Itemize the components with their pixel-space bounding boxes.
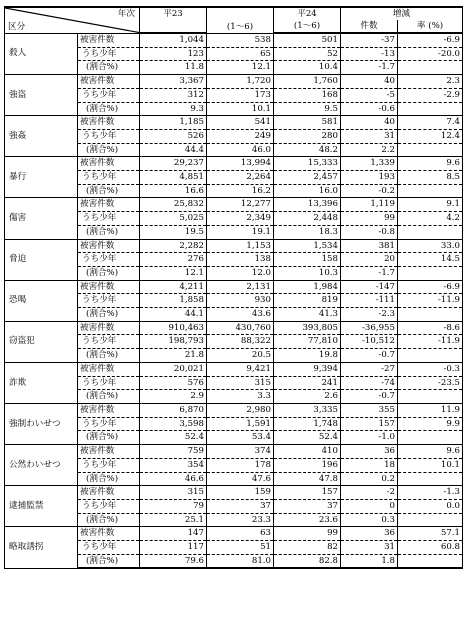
cell-h23: 526	[140, 129, 207, 143]
cell-change-count: 36	[341, 527, 398, 541]
cell-h23-period: 1,153	[207, 239, 274, 253]
cell-h23-period: 10.1	[207, 102, 274, 116]
cell-change-rate	[398, 102, 463, 116]
cell-h24-period: 37	[274, 499, 341, 513]
row-label-ratio: (割合%)	[78, 102, 140, 116]
table-row	[5, 239, 463, 253]
cell-h24-period: 77,810	[274, 335, 341, 349]
cell-h23: 25.1	[140, 513, 207, 527]
cell-h23: 44.4	[140, 143, 207, 157]
category-label: 強盗	[5, 75, 78, 116]
row-label-count: 被害件数	[78, 116, 140, 130]
cell-h24-period: 280	[274, 129, 341, 143]
cell-change-count: -0.7	[341, 349, 398, 363]
cell-change-count: -111	[341, 294, 398, 308]
cell-h24-period: 9,394	[274, 362, 341, 376]
cell-h24-period: 393,805	[274, 321, 341, 335]
cell-change-count: 0.3	[341, 513, 398, 527]
cell-change-rate	[398, 431, 463, 445]
cell-change-count: -36,955	[341, 321, 398, 335]
row-label-count: 被害件数	[78, 157, 140, 171]
cell-h24-period: 1,748	[274, 417, 341, 431]
cell-h24-period: 2.6	[274, 390, 341, 404]
cell-change-rate	[398, 61, 463, 75]
header-row-1	[5, 7, 463, 20]
cell-h24-period: 501	[274, 33, 341, 47]
crime-statistics-table-container	[4, 6, 462, 569]
cell-h23: 315	[140, 486, 207, 500]
row-label-ratio: (割合%)	[78, 308, 140, 322]
cell-h23-period: 12,277	[207, 198, 274, 212]
cell-change-rate: 2.3	[398, 75, 463, 89]
cell-h24-period: 158	[274, 253, 341, 267]
cell-change-count: -1.0	[341, 431, 398, 445]
cell-change-count: -37	[341, 33, 398, 47]
cell-h24-period: 13,396	[274, 198, 341, 212]
cell-h24-period: 2,448	[274, 212, 341, 226]
cell-h23-period: 538	[207, 33, 274, 47]
category-label: 強制わいせつ	[5, 403, 78, 444]
cell-change-rate	[398, 390, 463, 404]
row-label-count: 被害件数	[78, 321, 140, 335]
table-row	[5, 116, 463, 130]
cell-h24-period: 41.3	[274, 308, 341, 322]
cell-h23: 3,367	[140, 75, 207, 89]
row-label-juvenile: うち少年	[78, 376, 140, 390]
cell-h23-period: 178	[207, 458, 274, 472]
cell-change-rate: 9.6	[398, 445, 463, 459]
row-label-ratio: (割合%)	[78, 431, 140, 445]
cell-change-rate: 12.4	[398, 129, 463, 143]
cell-h23-period: 53.4	[207, 431, 274, 445]
row-label-count: 被害件数	[78, 239, 140, 253]
category-label: 傷害	[5, 198, 78, 239]
table-row	[5, 33, 463, 47]
cell-h23: 354	[140, 458, 207, 472]
cell-h23-period: 430,760	[207, 321, 274, 335]
category-label: 強姦	[5, 116, 78, 157]
cell-h23-period: 12.1	[207, 61, 274, 75]
cell-h23: 312	[140, 88, 207, 102]
row-label-count: 被害件数	[78, 486, 140, 500]
cell-change-count: -5	[341, 88, 398, 102]
cell-change-rate	[398, 513, 463, 527]
cell-h23-period: 1,720	[207, 75, 274, 89]
cell-h24-period: 52.4	[274, 431, 341, 445]
cell-change-count: -0.8	[341, 225, 398, 239]
cell-h24-period: 82.8	[274, 554, 341, 568]
cell-h23-period: 88,322	[207, 335, 274, 349]
cell-change-count: 0.2	[341, 472, 398, 486]
cell-h23: 21.8	[140, 349, 207, 363]
row-label-juvenile: うち少年	[78, 171, 140, 185]
cell-h23-period: 23.3	[207, 513, 274, 527]
cell-h23-period: 541	[207, 116, 274, 130]
cell-h23: 19.5	[140, 225, 207, 239]
cell-change-rate	[398, 266, 463, 280]
cell-change-count: 99	[341, 212, 398, 226]
header-col-change: 増減	[341, 7, 463, 20]
row-label-ratio: (割合%)	[78, 143, 140, 157]
cell-h23-period: 37	[207, 499, 274, 513]
cell-h23: 79.6	[140, 554, 207, 568]
cell-change-rate: -1.3	[398, 486, 463, 500]
header-col-h23-period: (1〜6)	[207, 7, 274, 33]
cell-h23-period: 1,591	[207, 417, 274, 431]
row-label-ratio: (割合%)	[78, 513, 140, 527]
table-row	[5, 198, 463, 212]
row-label-juvenile: うち少年	[78, 499, 140, 513]
cell-change-count: -0.6	[341, 102, 398, 116]
cell-h23-period: 19.1	[207, 225, 274, 239]
row-label-juvenile: うち少年	[78, 253, 140, 267]
cell-h24-period: 15,333	[274, 157, 341, 171]
header-col-h24-period: (1〜6)	[274, 20, 341, 33]
category-label: 窃盗犯	[5, 321, 78, 362]
cell-h23: 12.1	[140, 266, 207, 280]
cell-h23: 276	[140, 253, 207, 267]
cell-change-rate	[398, 472, 463, 486]
cell-change-count: 193	[341, 171, 398, 185]
cell-change-count: 1.8	[341, 554, 398, 568]
cell-change-rate	[398, 184, 463, 198]
cell-change-rate: 9.6	[398, 157, 463, 171]
cell-change-rate: 10.1	[398, 458, 463, 472]
cell-change-rate: 9.9	[398, 417, 463, 431]
crime-statistics-table	[4, 6, 463, 569]
row-label-juvenile: うち少年	[78, 212, 140, 226]
cell-change-count: 40	[341, 116, 398, 130]
row-label-ratio: (割合%)	[78, 61, 140, 75]
cell-h24-period: 196	[274, 458, 341, 472]
header-col-h23-empty	[140, 20, 207, 33]
cell-h23-period: 374	[207, 445, 274, 459]
cell-change-rate: 4.2	[398, 212, 463, 226]
cell-change-rate: 7.4	[398, 116, 463, 130]
cell-h23: 25,832	[140, 198, 207, 212]
cell-change-rate: 9.1	[398, 198, 463, 212]
category-label: 略取誘拐	[5, 527, 78, 569]
row-label-ratio: (割合%)	[78, 225, 140, 239]
table-row	[5, 486, 463, 500]
cell-h23-period: 43.6	[207, 308, 274, 322]
cell-change-rate: -8.6	[398, 321, 463, 335]
cell-h24-period: 52	[274, 47, 341, 61]
cell-h24-period: 19.8	[274, 349, 341, 363]
cell-h23: 44.1	[140, 308, 207, 322]
cell-h23: 198,793	[140, 335, 207, 349]
cell-change-count: 40	[341, 75, 398, 89]
cell-h23-period: 138	[207, 253, 274, 267]
cell-change-count: -13	[341, 47, 398, 61]
cell-change-count: 36	[341, 445, 398, 459]
row-label-count: 被害件数	[78, 527, 140, 541]
cell-change-rate: -6.9	[398, 33, 463, 47]
cell-change-count: 381	[341, 239, 398, 253]
cell-h23: 1,044	[140, 33, 207, 47]
cell-h23-period: 9,421	[207, 362, 274, 376]
row-label-ratio: (割合%)	[78, 184, 140, 198]
cell-h24-period: 3,335	[274, 403, 341, 417]
cell-change-count: 0	[341, 499, 398, 513]
cell-h23: 20,021	[140, 362, 207, 376]
cell-h23: 79	[140, 499, 207, 513]
cell-change-rate: 14.5	[398, 253, 463, 267]
cell-h24-period: 2,457	[274, 171, 341, 185]
cell-change-rate	[398, 349, 463, 363]
cell-change-count: -147	[341, 280, 398, 294]
table-row	[5, 157, 463, 171]
table-row	[5, 280, 463, 294]
cell-h24-period: 10.4	[274, 61, 341, 75]
cell-change-rate: 0.0	[398, 499, 463, 513]
row-label-count: 被害件数	[78, 75, 140, 89]
cell-h23-period: 46.0	[207, 143, 274, 157]
category-label: 殺人	[5, 33, 78, 75]
cell-change-rate: -11.9	[398, 294, 463, 308]
cell-h23-period: 65	[207, 47, 274, 61]
row-label-juvenile: うち少年	[78, 88, 140, 102]
cell-change-count: 1,119	[341, 198, 398, 212]
table-row	[5, 362, 463, 376]
cell-h23-period: 2,264	[207, 171, 274, 185]
cell-h23-period: 13,994	[207, 157, 274, 171]
cell-change-count: -10,512	[341, 335, 398, 349]
cell-change-count: -1.7	[341, 61, 398, 75]
cell-h23-period: 16.2	[207, 184, 274, 198]
cell-h23-period: 159	[207, 486, 274, 500]
category-label: 公然わいせつ	[5, 445, 78, 486]
cell-h24-period: 48.2	[274, 143, 341, 157]
header-col-change-count: 件数	[341, 20, 398, 33]
row-label-count: 被害件数	[78, 445, 140, 459]
cell-change-count: -74	[341, 376, 398, 390]
cell-h23: 11.8	[140, 61, 207, 75]
header-col-h23: 平23	[140, 7, 207, 20]
row-label-ratio: (割合%)	[78, 390, 140, 404]
cell-h23-period: 20.5	[207, 349, 274, 363]
row-label-juvenile: うち少年	[78, 541, 140, 555]
row-label-juvenile: うち少年	[78, 129, 140, 143]
cell-h24-period: 581	[274, 116, 341, 130]
cell-h23: 117	[140, 541, 207, 555]
cell-change-count: -1.7	[341, 266, 398, 280]
cell-h23: 2,282	[140, 239, 207, 253]
cell-h23: 910,463	[140, 321, 207, 335]
cell-h24-period: 819	[274, 294, 341, 308]
cell-change-rate: -0.3	[398, 362, 463, 376]
cell-h23-period: 2,131	[207, 280, 274, 294]
cell-change-rate: -20.0	[398, 47, 463, 61]
row-label-count: 被害件数	[78, 280, 140, 294]
cell-h24-period: 99	[274, 527, 341, 541]
cell-change-rate	[398, 225, 463, 239]
cell-h24-period: 410	[274, 445, 341, 459]
cell-h23-period: 47.6	[207, 472, 274, 486]
cell-change-rate: -23.5	[398, 376, 463, 390]
row-label-count: 被害件数	[78, 362, 140, 376]
cell-h23-period: 930	[207, 294, 274, 308]
cell-h23: 123	[140, 47, 207, 61]
cell-h23-period: 51	[207, 541, 274, 555]
cell-h24-period: 241	[274, 376, 341, 390]
cell-h23: 759	[140, 445, 207, 459]
table-body	[5, 7, 463, 568]
cell-h24-period: 18.3	[274, 225, 341, 239]
cell-h23: 3,598	[140, 417, 207, 431]
cell-h23: 576	[140, 376, 207, 390]
cell-h23: 29,237	[140, 157, 207, 171]
cell-h23-period: 315	[207, 376, 274, 390]
cell-change-rate: 57.1	[398, 527, 463, 541]
cell-h23-period: 173	[207, 88, 274, 102]
cell-h24-period: 1,984	[274, 280, 341, 294]
cell-change-count: -0.2	[341, 184, 398, 198]
cell-change-rate: -2.9	[398, 88, 463, 102]
row-label-count: 被害件数	[78, 33, 140, 47]
cell-change-count: 31	[341, 129, 398, 143]
cell-change-count: 18	[341, 458, 398, 472]
cell-h23: 6,870	[140, 403, 207, 417]
cell-change-rate: 11.9	[398, 403, 463, 417]
cell-h23-period: 249	[207, 129, 274, 143]
cell-h24-period: 23.6	[274, 513, 341, 527]
cell-h24-period: 1,534	[274, 239, 341, 253]
table-row	[5, 445, 463, 459]
row-label-juvenile: うち少年	[78, 294, 140, 308]
category-label: 暴行	[5, 157, 78, 198]
cell-h24-period: 47.8	[274, 472, 341, 486]
row-label-count: 被害件数	[78, 198, 140, 212]
category-label: 脅迫	[5, 239, 78, 280]
cell-h23-period: 12.0	[207, 266, 274, 280]
cell-change-count: 20	[341, 253, 398, 267]
table-row	[5, 403, 463, 417]
cell-h23-period: 3.3	[207, 390, 274, 404]
cell-h23: 2.9	[140, 390, 207, 404]
cell-change-rate: 60.8	[398, 541, 463, 555]
cell-change-rate: -11.9	[398, 335, 463, 349]
header-col-h24: 平24	[274, 7, 341, 20]
row-label-juvenile: うち少年	[78, 417, 140, 431]
cell-h23: 1,858	[140, 294, 207, 308]
row-label-ratio: (割合%)	[78, 554, 140, 568]
row-label-juvenile: うち少年	[78, 458, 140, 472]
cell-change-rate: -6.9	[398, 280, 463, 294]
cell-h23: 147	[140, 527, 207, 541]
row-label-count: 被害件数	[78, 403, 140, 417]
cell-h24-period: 9.5	[274, 102, 341, 116]
row-label-juvenile: うち少年	[78, 335, 140, 349]
cell-h23: 4,211	[140, 280, 207, 294]
cell-change-count: 355	[341, 403, 398, 417]
cell-change-count: -0.7	[341, 390, 398, 404]
cell-h23: 9.3	[140, 102, 207, 116]
cell-change-rate	[398, 554, 463, 568]
cell-h23-period: 2,980	[207, 403, 274, 417]
cell-change-count: 1,339	[341, 157, 398, 171]
cell-change-rate: 33.0	[398, 239, 463, 253]
cell-h23: 1,185	[140, 116, 207, 130]
cell-h23: 46.6	[140, 472, 207, 486]
cell-h23-period: 2,349	[207, 212, 274, 226]
category-label: 恐喝	[5, 280, 78, 321]
table-row	[5, 321, 463, 335]
cell-h24-period: 16.0	[274, 184, 341, 198]
cell-h24-period: 157	[274, 486, 341, 500]
corner-label-year: 年次	[117, 9, 135, 19]
cell-change-count: 31	[341, 541, 398, 555]
cell-h23: 5,025	[140, 212, 207, 226]
cell-change-count: -2.3	[341, 308, 398, 322]
cell-change-count: 157	[341, 417, 398, 431]
row-label-juvenile: うち少年	[78, 47, 140, 61]
cell-h24-period: 82	[274, 541, 341, 555]
cell-h23: 4,851	[140, 171, 207, 185]
cell-h23: 16.6	[140, 184, 207, 198]
row-label-ratio: (割合%)	[78, 349, 140, 363]
corner-label-category: 区分	[8, 21, 26, 32]
category-label: 逮捕監禁	[5, 486, 78, 527]
row-label-ratio: (割合%)	[78, 266, 140, 280]
cell-h23-period: 63	[207, 527, 274, 541]
header-col-change-rate: 率 (%)	[398, 20, 463, 33]
cell-h24-period: 10.3	[274, 266, 341, 280]
row-label-ratio: (割合%)	[78, 472, 140, 486]
cell-change-count: -27	[341, 362, 398, 376]
header-corner-cell	[5, 7, 140, 33]
cell-change-count: -2	[341, 486, 398, 500]
cell-change-rate	[398, 143, 463, 157]
cell-change-rate: 8.5	[398, 171, 463, 185]
cell-change-rate	[398, 308, 463, 322]
cell-h24-period: 168	[274, 88, 341, 102]
cell-h23-period: 81.0	[207, 554, 274, 568]
table-row	[5, 527, 463, 541]
category-label: 詐欺	[5, 362, 78, 403]
table-row	[5, 75, 463, 89]
cell-h23: 52.4	[140, 431, 207, 445]
cell-h24-period: 1,760	[274, 75, 341, 89]
cell-change-count: 2.2	[341, 143, 398, 157]
